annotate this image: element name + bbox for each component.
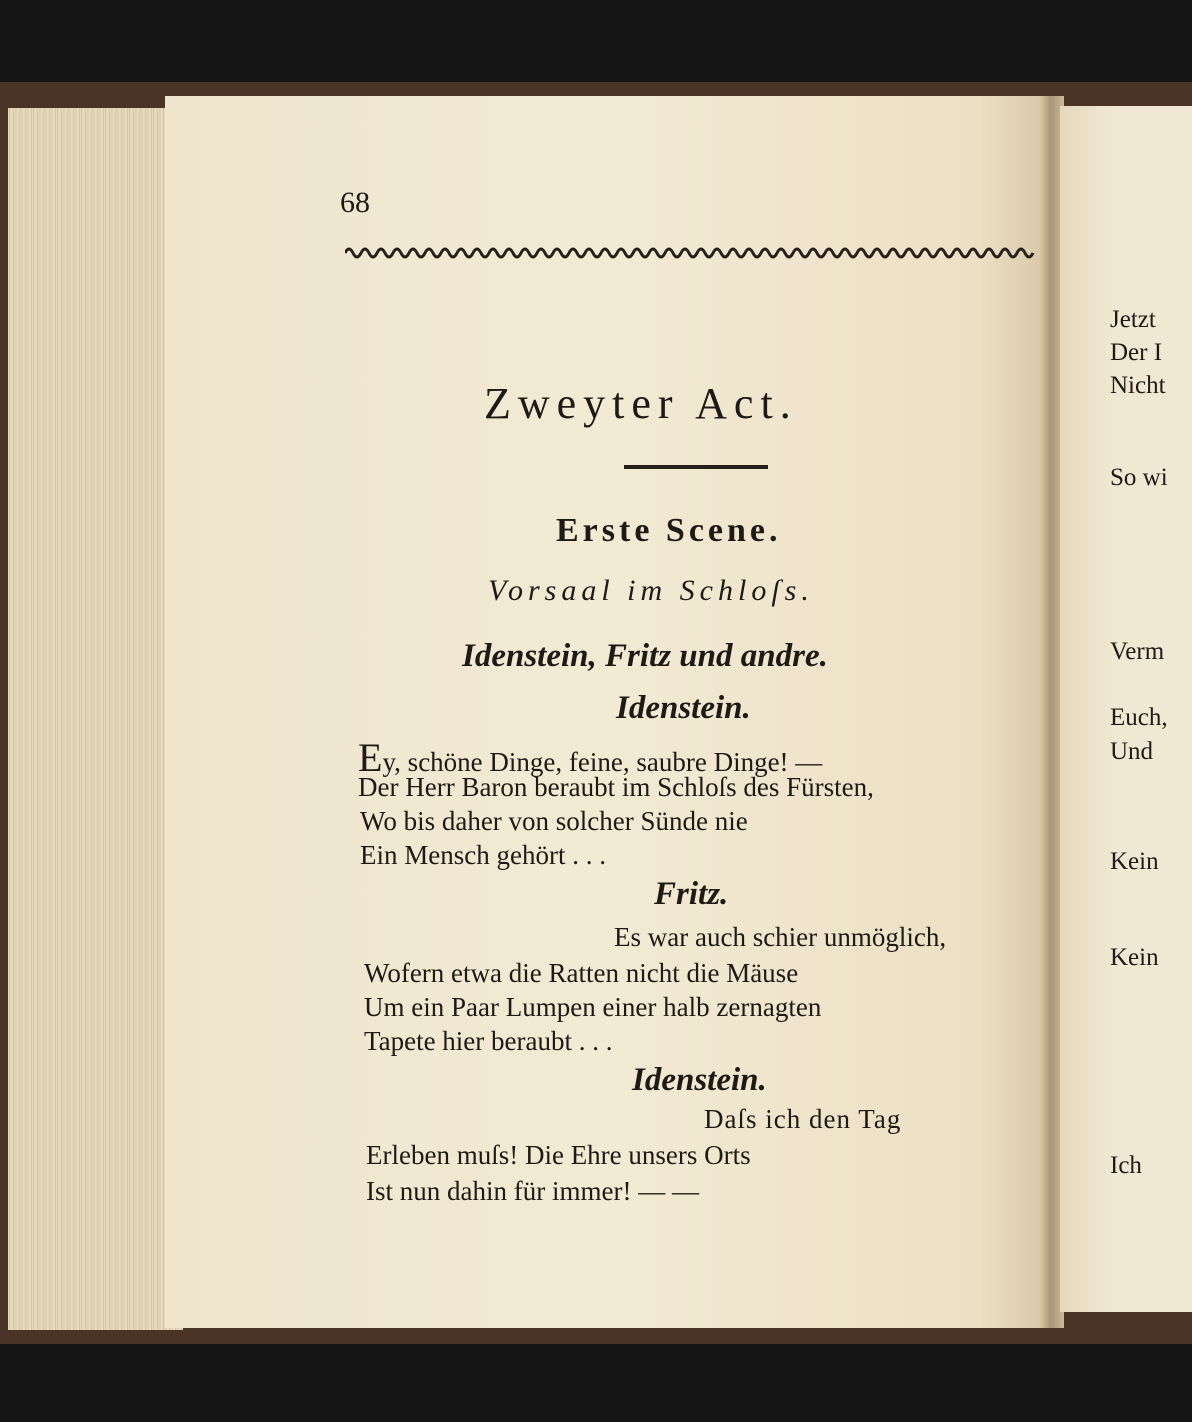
- verse-line: Ein Mensch gehört . . .: [360, 840, 606, 870]
- right-fragment: Verm: [1110, 638, 1165, 665]
- verse-line: Tapete hier beraubt . . .: [364, 1026, 613, 1056]
- verse-line-text: y, schöne Dinge, feine, saubre Dinge! —: [382, 747, 823, 777]
- verse-line: Wo bis daher von solcher Sünde nie: [360, 806, 748, 836]
- right-fragment: Euch,: [1110, 704, 1168, 731]
- right-fragment: Und: [1110, 738, 1154, 765]
- page-edges: [8, 108, 183, 1330]
- ornament-divider: [345, 242, 1035, 264]
- right-fragment: Kein: [1110, 848, 1159, 875]
- title-rule: [624, 465, 768, 469]
- right-fragment: Kein: [1110, 944, 1159, 971]
- speaker-name: Idenstein.: [616, 690, 751, 726]
- verse-line: Es war auch schier unmöglich,: [614, 922, 947, 952]
- page-number: 68: [340, 186, 370, 219]
- verse-line: Wofern etwa die Ratten nicht die Mäuse: [364, 958, 799, 988]
- right-fragment: Der I: [1110, 339, 1163, 366]
- right-fragment: Nicht: [1110, 372, 1166, 399]
- initial-letter: E: [358, 735, 383, 780]
- verse-line: Um ein Paar Lumpen einer halb zernagten: [364, 992, 822, 1022]
- scene-title: Erste Scene.: [556, 512, 782, 549]
- speaker-name: Idenstein.: [632, 1062, 767, 1098]
- scene-setting: Vorsaal im Schloſs.: [488, 574, 814, 607]
- character-list: Idenstein, Fritz und andre.: [462, 638, 828, 674]
- verse-line: Erleben muſs! Die Ehre unsers Orts: [366, 1140, 751, 1170]
- speaker-name: Fritz.: [654, 876, 729, 912]
- right-page: [1060, 106, 1192, 1312]
- right-fragment: Ich: [1110, 1152, 1142, 1179]
- right-fragment: Jetzt: [1110, 306, 1156, 333]
- verse-line: Der Herr Baron beraubt im Schloſs des Fürsten,: [358, 772, 874, 802]
- right-fragment: So wi: [1110, 464, 1168, 491]
- verse-line: Ist nun dahin für immer! — —: [366, 1176, 699, 1206]
- verse-line: Daſs ich den Tag: [704, 1104, 902, 1134]
- act-title: Zweyter Act.: [484, 379, 798, 428]
